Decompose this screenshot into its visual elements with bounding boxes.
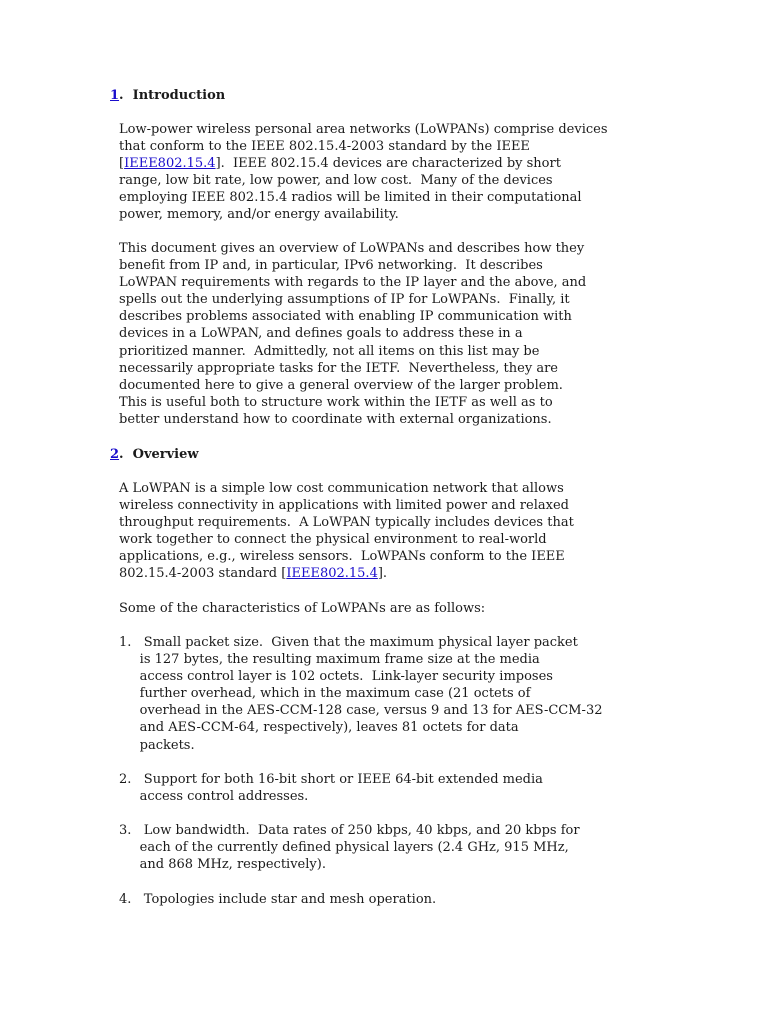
ieee-reference-link[interactable]: IEEE802.15.4 xyxy=(124,156,216,172)
intro-paragraph-2: This document gives an overview of LoWPANs and describes how they benefit from IP and, in particular, IPv6 networking. It describes LoWPAN requirements with regards to the IP layer and the above, and spells out the underlying assumptions of IP for LoWPANs. Finally, it describes problems associated with enabling IP communication with devices in a LoWPAN, and defines goals to address these in a prioritized manner. Admittedly, not all items on this list may be necessarily appropriate tasks for the IETF. Nevertheless, they are documented here to give a general overview of the larger problem. This is useful both to structure work within the IETF as well as to better understand how to coordinate with external organizations. xyxy=(119,241,587,427)
section-heading-overview: 2. Overview xyxy=(110,447,199,462)
list-item: 3. Low bandwidth. Data rates of 250 kbps, 40 kbps, and 20 kbps for each of the currently defined physical layers (2.4 GHz, 915 MHz, and 868 MHz, respectively). xyxy=(119,823,580,873)
section-number-link-2[interactable]: 2 xyxy=(110,447,120,462)
intro-paragraph-1-text-a: Low-power wireless personal area networks (LoWPANs) comprise devices that conform to the IEEE 802.15.4-2003 standard by the IEEE [ xyxy=(119,122,608,172)
list-item: 4. Topologies include star and mesh operation. xyxy=(119,892,437,907)
list-item: 1. Small packet size. Given that the maximum physical layer packet is 127 bytes, the resulting maximum frame size at the media access control layer is 102 octets. Link-layer security imposes further overhead, which in the maximum case (21 octets of overhead in the AES-CCM-128 case, versus 9 and 13 for AES-CCM-32 and AES-CCM-64, respectively), leaves 81 octets for data packets. xyxy=(119,635,603,753)
section-title-overview: Overview xyxy=(132,447,199,462)
ieee-reference-link-2[interactable]: IEEE802.15.4 xyxy=(286,566,378,582)
section-title-introduction: Introduction xyxy=(132,88,226,103)
list-item: 2. Support for both 16-bit short or IEEE 64-bit extended media access control addresses. xyxy=(119,772,543,805)
section-number-link-1[interactable]: 1 xyxy=(110,88,120,103)
overview-paragraph-1-text-b: ]. xyxy=(377,566,388,582)
section-heading-introduction: 1. Introduction xyxy=(110,88,226,103)
overview-paragraph-2: Some of the characteristics of LoWPANs are as follows: xyxy=(119,601,486,616)
overview-paragraph-1 xyxy=(119,480,574,583)
overview-paragraph-1-text-a: A LoWPAN is a simple low cost communication network that allows wireless connectivity in applications with limited power and relaxed throughput requirements. A LoWPAN typically includes devices that work together to connect the physical environment to real-world applications, e.g., wireless sensors. LoWPANs conform to the IEEE 802.15.4-2003 standard [ xyxy=(119,481,574,582)
intro-paragraph-1 xyxy=(119,121,608,224)
intro-paragraph-1-text-b: ]. IEEE 802.15.4 devices are characterized by short range, low bit rate, low power, and low cost. Many of the devices employing IEEE 802.15.4 radios will be limited in their computational power, memory, and/or energy availability. xyxy=(119,156,582,223)
